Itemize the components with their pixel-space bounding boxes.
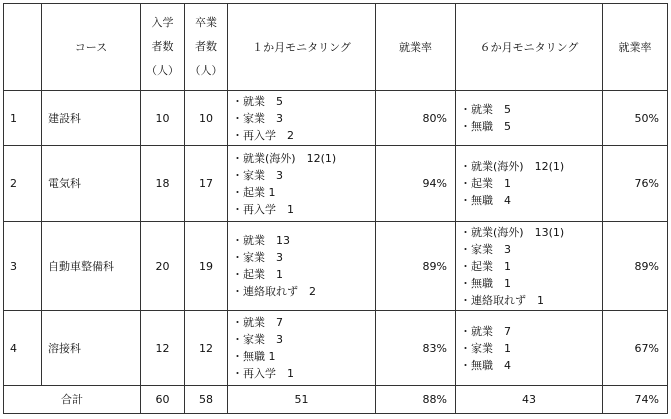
- total-label: 合計: [4, 386, 141, 414]
- total-monitor-1m: 51: [228, 386, 376, 414]
- list-item: ・家業 3: [232, 333, 283, 346]
- table-row: [4, 311, 668, 386]
- list-item: ・家業 3: [232, 168, 283, 182]
- list-item: ・就業 5: [232, 94, 283, 108]
- list-item: ・再入学 1: [232, 202, 294, 216]
- total-monitor-6m: 43: [456, 386, 603, 414]
- employment-rate-6m: 67%: [603, 311, 668, 386]
- employment-rate-1m: 83%: [376, 311, 456, 386]
- total-rate-6m: 74%: [603, 386, 668, 414]
- total-graduated: 58: [185, 386, 228, 414]
- monitor-6m-list: [456, 311, 603, 386]
- list-item: ・無職 4: [460, 194, 511, 207]
- list-item: ・連絡取れず 2: [232, 285, 316, 298]
- course-name: 溶接科: [42, 311, 141, 386]
- header-graduated: [185, 4, 228, 91]
- monitor-6m-list: [456, 146, 603, 222]
- header-enrolled-line-1: 入学: [151, 16, 174, 29]
- header-enrolled: [141, 4, 185, 91]
- list-item: ・無職 4: [460, 358, 511, 372]
- list-item: ・起業 1: [460, 259, 511, 273]
- table-row: [4, 91, 668, 146]
- graduated-count: 17: [185, 146, 228, 222]
- list-item: ・再入学 2: [232, 128, 294, 142]
- list-item: ・連絡取れず 1: [460, 293, 544, 307]
- row-number: 1: [4, 91, 42, 146]
- header-monitor-6m: ６か月モニタリング: [456, 4, 603, 91]
- list-item: ・起業 1: [232, 185, 276, 199]
- employment-rate-1m: 89%: [376, 222, 456, 311]
- enrolled-count: 20: [141, 222, 185, 311]
- employment-rate-6m: 89%: [603, 222, 668, 311]
- total-enrolled: 60: [141, 386, 185, 414]
- list-item: ・無職 1: [460, 276, 511, 290]
- list-item: ・家業 3: [232, 251, 283, 264]
- course-name: 建設科: [42, 91, 141, 146]
- list-item: ・家業 3: [460, 242, 511, 256]
- table-row: [4, 222, 668, 311]
- list-item: ・就業(海外) 12(1): [460, 160, 565, 173]
- list-item: ・就業(海外) 12(1): [232, 151, 337, 165]
- header-rate-1m: 就業率: [376, 4, 456, 91]
- header-rate-6m: 就業率: [603, 4, 668, 91]
- total-rate-1m: 88%: [376, 386, 456, 414]
- list-item: ・起業 1: [460, 177, 511, 190]
- list-item: ・就業(海外) 13(1): [460, 225, 565, 239]
- header-graduated-line-1: 卒業: [195, 16, 217, 29]
- header-graduated-line-2: 者数: [195, 40, 217, 53]
- list-item: ・就業 5: [460, 103, 511, 116]
- total-row: [4, 386, 668, 414]
- course-name: 自動車整備科: [42, 222, 141, 311]
- row-number: 3: [4, 222, 42, 311]
- monitor-1m-list: [228, 91, 376, 146]
- enrolled-count: 12: [141, 311, 185, 386]
- monitor-1m-list: [228, 311, 376, 386]
- header-row: [4, 4, 668, 91]
- monitor-6m-list: [456, 91, 603, 146]
- list-item: ・無職 5: [460, 120, 511, 133]
- monitor-6m-list: [456, 222, 603, 311]
- row-number: 4: [4, 311, 42, 386]
- monitor-1m-list: [228, 146, 376, 222]
- header-monitor-1m: １か月モニタリング: [228, 4, 376, 91]
- monitor-1m-list: [228, 222, 376, 311]
- table-row: [4, 146, 668, 222]
- monitoring-table: [3, 3, 668, 414]
- employment-rate-1m: 94%: [376, 146, 456, 222]
- header-enrolled-line-2: 者数: [151, 40, 174, 53]
- graduated-count: 10: [185, 91, 228, 146]
- list-item: ・就業 7: [460, 324, 511, 338]
- graduated-count: 12: [185, 311, 228, 386]
- list-item: ・無職 1: [232, 350, 276, 363]
- header-no: [4, 4, 42, 91]
- enrolled-count: 10: [141, 91, 185, 146]
- row-number: 2: [4, 146, 42, 222]
- header-graduated-line-3: （人）: [189, 64, 223, 77]
- list-item: ・家業 3: [232, 111, 283, 125]
- list-item: ・家業 1: [460, 341, 511, 355]
- list-item: ・再入学 1: [232, 367, 294, 380]
- header-enrolled-line-3: （人）: [146, 64, 179, 77]
- employment-rate-6m: 50%: [603, 91, 668, 146]
- header-course: コース: [42, 4, 141, 91]
- graduated-count: 19: [185, 222, 228, 311]
- enrolled-count: 18: [141, 146, 185, 222]
- list-item: ・起業 1: [232, 268, 283, 281]
- employment-rate-1m: 80%: [376, 91, 456, 146]
- list-item: ・就業 13: [232, 234, 290, 247]
- course-name: 電気科: [42, 146, 141, 222]
- list-item: ・就業 7: [232, 316, 283, 329]
- employment-rate-6m: 76%: [603, 146, 668, 222]
